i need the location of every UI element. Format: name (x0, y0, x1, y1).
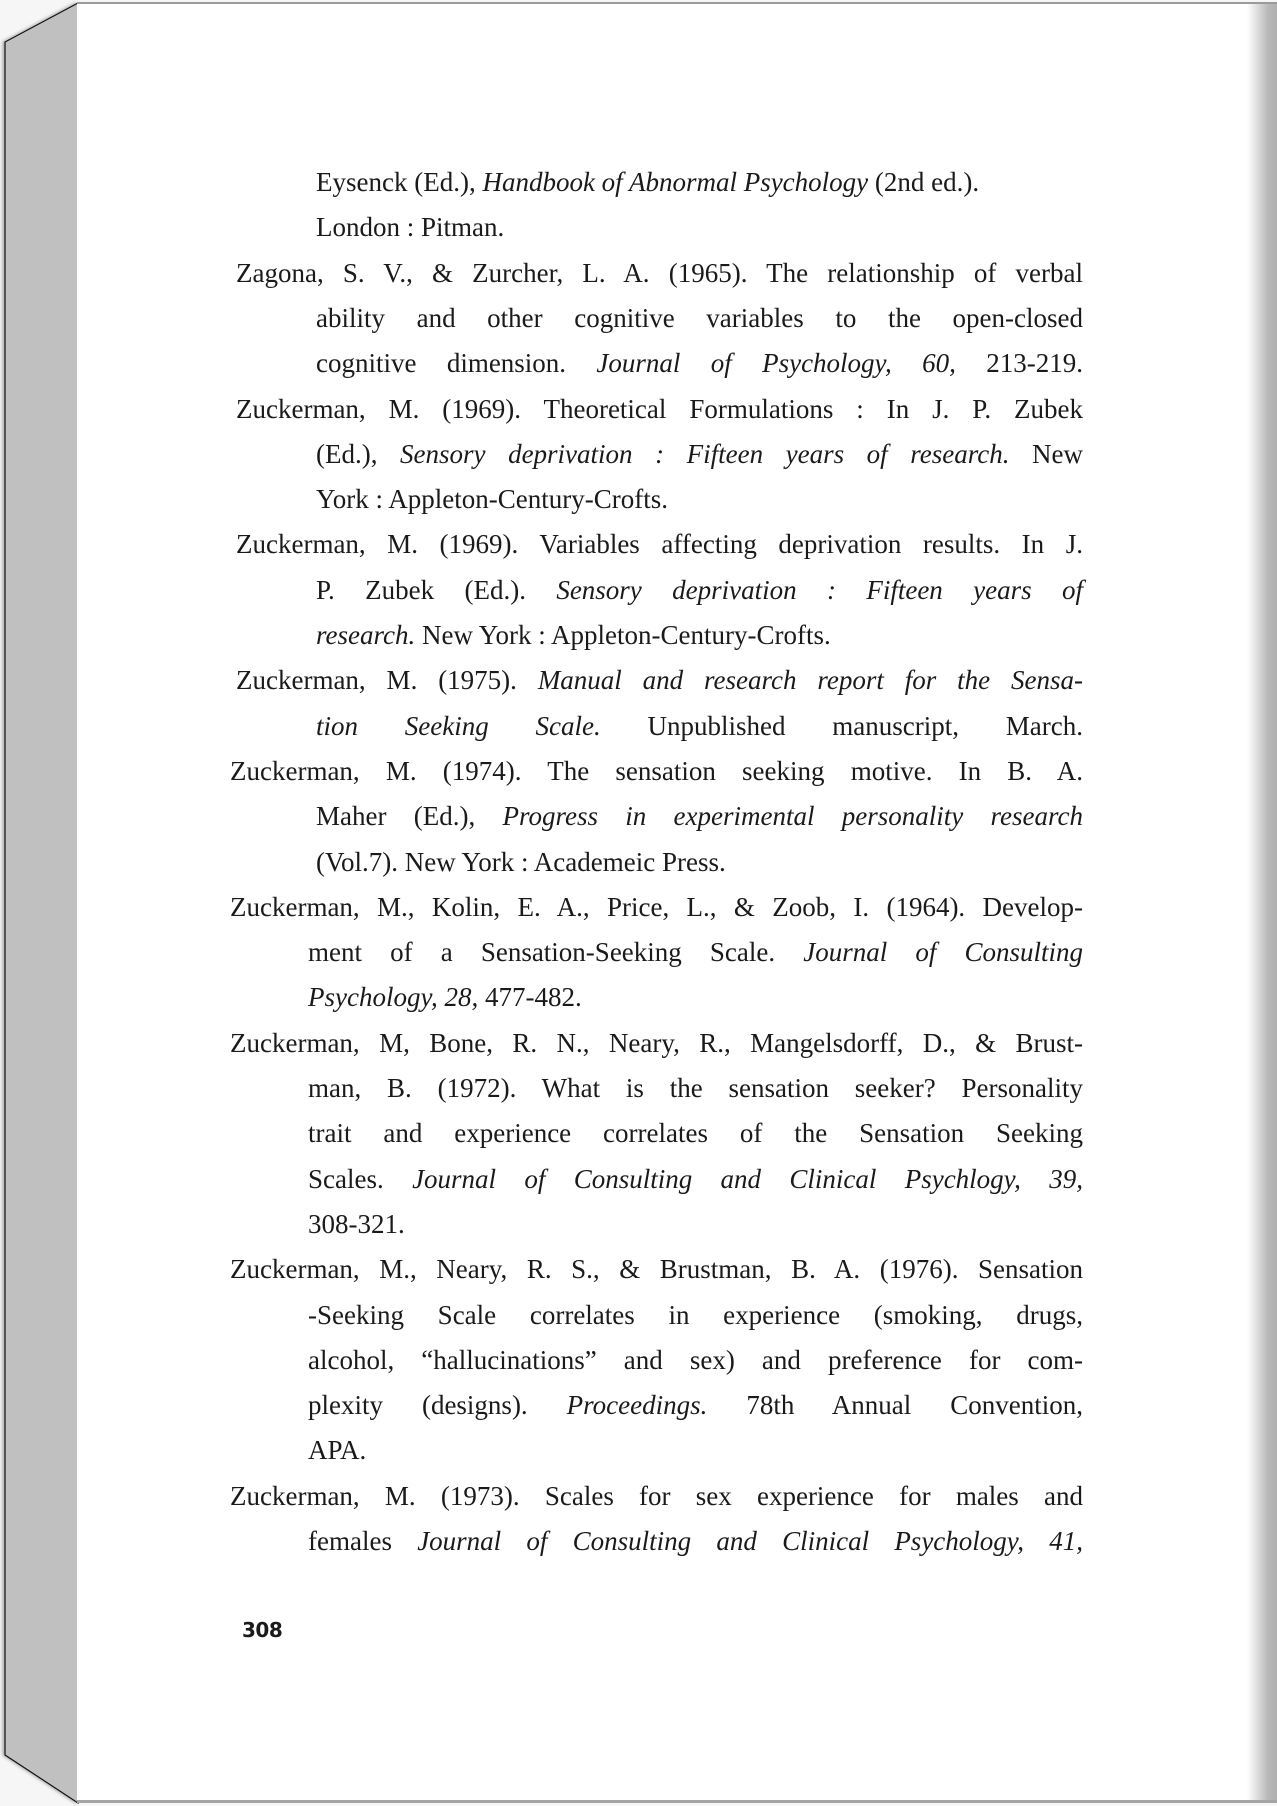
italic-title-segment: Handbook of Abnormal Psychology (482, 167, 869, 197)
reference-entry-first-line (230, 1027, 1083, 1058)
text-segment: Zuckerman, M. (1975). (236, 665, 538, 696)
italic-title-segment: Manual and research report for the Sensa- (537, 665, 1083, 696)
reference-entry-line (308, 1392, 1083, 1419)
text-segment: P. Zubek (Ed.). (316, 574, 557, 605)
italic-title-segment: Psychology, 28, (308, 982, 479, 1013)
reference-entry-line (316, 622, 1083, 649)
text-segment: Zuckerman, M. (1974). The sensation seeking motive. In B. A. (230, 755, 1083, 786)
text-segment: Zuckerman, M. (1969). Theoretical Formulations : In J. P. Zubek (236, 393, 1083, 424)
text-segment: New York : Appleton-Century-Crofts. (415, 620, 831, 650)
italic-title-segment: tion Seeking Scale. (316, 710, 601, 741)
reference-entry-first-line (236, 667, 1083, 694)
reference-entry-line (308, 1344, 1083, 1375)
reference-entry-line (308, 1437, 1083, 1464)
book-spine (0, 0, 80, 1806)
text-segment: Zuckerman, M., Neary, R. S., & Brustman, B. A. (1976). Sensation (230, 1254, 1083, 1285)
italic-title-segment: research. (316, 620, 416, 650)
text-segment: Scales. (308, 1163, 413, 1194)
text-segment: Zagona, S. V., & Zurcher, L. A. (1965). The relationship of verbal (236, 257, 1083, 288)
italic-title-segment: Journal of Consulting and Clinical Psychlogy, 39, (412, 1163, 1083, 1194)
italic-title-segment: Proceedings. (566, 1390, 708, 1421)
text-segment: trait and experience correlates of the Sensation Seeking (308, 1118, 1083, 1149)
reference-entry-line (316, 350, 1083, 377)
reference-entry-line (308, 1528, 1083, 1555)
text-segment: Eysenck (Ed.), (316, 167, 483, 197)
reference-entry-first-line (230, 891, 1083, 922)
text-segment: 477-482. (478, 982, 582, 1013)
text-segment: females (308, 1526, 418, 1556)
text-segment: (Ed.), (316, 438, 401, 469)
text-segment: alcohol, “hallucinations” and sex) and preference for com- (308, 1344, 1083, 1375)
reference-entry-line (316, 302, 1083, 333)
reference-entry-first-line (236, 531, 1083, 558)
reference-entry-line (308, 1208, 1083, 1239)
italic-title-segment: Journal of Psychology, 60, (596, 348, 956, 379)
document-page (77, 2, 1277, 1803)
text-segment: plexity (designs). (308, 1390, 567, 1421)
italic-title-segment: Journal of Consulting and Clinical Psychology, 41, (417, 1526, 1084, 1556)
reference-entry-first-line (236, 257, 1083, 288)
page-number: 308 (242, 1618, 283, 1642)
continuation-line (316, 169, 1083, 196)
reference-entry-line (316, 710, 1083, 741)
text-segment: Zuckerman, M. (1973). Scales for sex experience for males and (230, 1480, 1083, 1511)
text-segment: Maher (Ed.), (316, 801, 503, 832)
reference-entry-first-line (230, 755, 1083, 786)
reference-entry-line (316, 486, 1083, 513)
text-segment: London : Pitman. (316, 212, 505, 243)
continuation-line (316, 214, 1083, 241)
text-segment: York : Appleton-Century-Crofts. (316, 484, 669, 515)
text-segment: Zuckerman, M., Kolin, E. A., Price, L., & Zoob, I. (1964). Develop- (230, 891, 1083, 922)
text-segment: 78th Annual Convention, (707, 1390, 1083, 1421)
text-segment: ment of a Sensation-Seeking Scale. (308, 937, 804, 968)
text-segment: man, B. (1972). What is the sensation seeker? Personality (308, 1073, 1083, 1103)
text-segment: Unpublished manuscript, March. (600, 710, 1083, 741)
reference-entry-line (308, 1075, 1083, 1102)
reference-entry-line (308, 939, 1083, 966)
italic-title-segment: Journal of Consulting (803, 937, 1084, 968)
reference-entry-line (308, 984, 1083, 1011)
italic-title-segment: Progress in experimental personality research (502, 801, 1083, 832)
reference-list (77, 4, 1277, 1800)
text-segment: (2nd ed.). (868, 167, 980, 197)
reference-entry-line (316, 846, 1083, 877)
reference-entry-line (316, 574, 1084, 605)
reference-entry-line (308, 1299, 1083, 1330)
text-segment: 213-219. (955, 348, 1083, 379)
reference-entry-first-line (230, 1480, 1083, 1511)
reference-entry-line (316, 803, 1083, 830)
reference-entry-line (308, 1120, 1083, 1147)
reference-entry-first-line (230, 1256, 1083, 1283)
reference-entry-line (316, 438, 1084, 469)
text-segment: -Seeking Scale correlates in experience (smoking, drugs, (308, 1299, 1083, 1330)
reference-entry-first-line (236, 393, 1083, 424)
text-segment: APA. (308, 1435, 367, 1466)
text-segment: (Vol.7). New York : Academeic Press. (316, 846, 726, 877)
text-segment: Zuckerman, M. (1969). Variables affecting deprivation results. In J. (236, 529, 1083, 560)
italic-title-segment: Sensory deprivation : Fifteen years of research. (400, 438, 1010, 469)
text-segment: ability and other cognitive variables to the open-closed (316, 302, 1083, 333)
reference-entry-line (308, 1163, 1083, 1194)
italic-title-segment: Sensory deprivation : Fifteen years of (556, 574, 1084, 605)
text-segment: cognitive dimension. (316, 348, 597, 379)
text-segment: New (1009, 438, 1084, 469)
text-segment: 308-321. (308, 1208, 405, 1239)
text-segment: Zuckerman, M, Bone, R. N., Neary, R., Mangelsdorff, D., & Brust- (230, 1027, 1083, 1058)
